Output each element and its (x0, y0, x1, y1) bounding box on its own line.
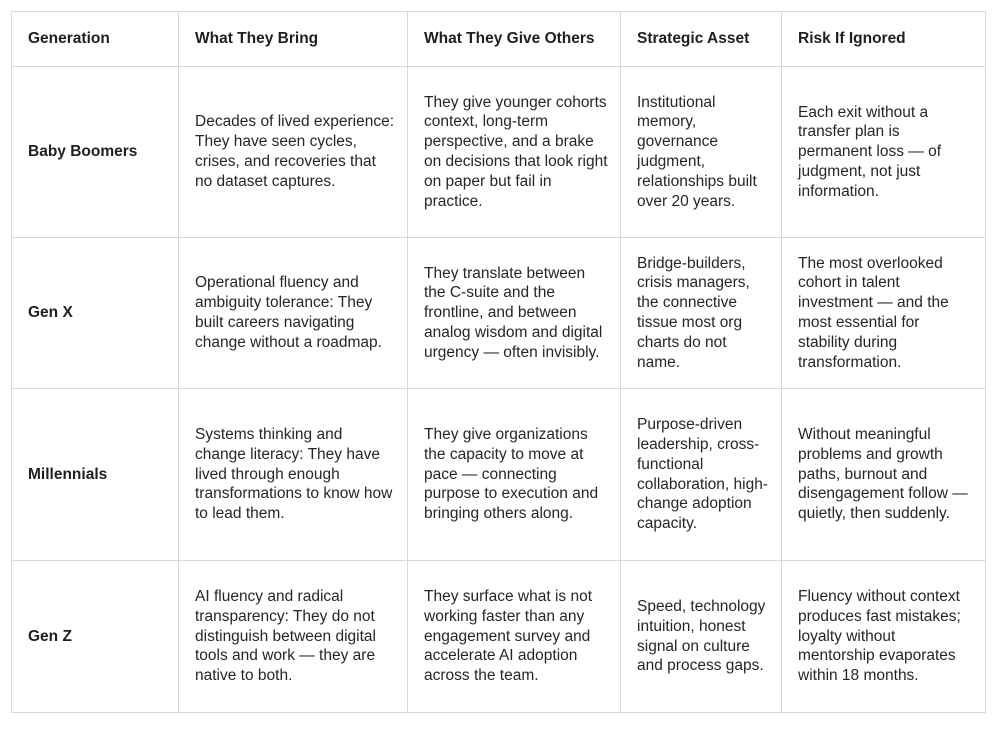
header-what-they-give-others: What They Give Others (408, 12, 621, 67)
bring-cell: Operational fluency and ambiguity tolerance: They built careers navigating change without a roadmap. (179, 238, 408, 389)
asset-cell: Purpose-driven leadership, cross-functional collaboration, high- change adoption capacity. (621, 389, 782, 561)
generation-cell: Gen Z (12, 561, 179, 713)
bring-cell: Systems thinking and change literacy: They have lived through enough transformations to know how to lead them. (179, 389, 408, 561)
table-row (12, 238, 986, 389)
header-strategic-asset: Strategic Asset (621, 12, 782, 67)
asset-cell: Speed, technology intuition, honest signal on culture and process gaps. (621, 561, 782, 713)
asset-cell: Institutional memory, governance judgment, relationships built over 20 years. (621, 67, 782, 238)
generation-cell: Baby Boomers (12, 67, 179, 238)
risk-cell: Without meaningful problems and growth paths, burnout and disengagement follow — quietly, then suddenly. (782, 389, 986, 561)
give-cell: They surface what is not working faster than any engagement survey and accelerate AI adoption across the team. (408, 561, 621, 713)
header-generation: Generation (12, 12, 179, 67)
asset-cell: Bridge-builders, crisis managers, the connective tissue most org charts do not name. (621, 238, 782, 389)
table-row (12, 67, 986, 238)
give-cell: They give organizations the capacity to move at pace — connecting purpose to execution and bringing others along. (408, 389, 621, 561)
bring-cell: Decades of lived experience: They have seen cycles, crises, and recoveries that no dataset captures. (179, 67, 408, 238)
table-header-row (12, 12, 986, 67)
give-cell: They translate between the C-suite and the frontline, and between analog wisdom and digital urgency — often invisibly. (408, 238, 621, 389)
header-what-they-bring: What They Bring (179, 12, 408, 67)
generation-cell: Millennials (12, 389, 179, 561)
table-row (12, 561, 986, 713)
give-cell: They give younger cohorts context, long-term perspective, and a brake on decisions that look right on paper but fail in practice. (408, 67, 621, 238)
generation-cell: Gen X (12, 238, 179, 389)
generations-table-container (11, 11, 986, 713)
risk-cell: Each exit without a transfer plan is permanent loss — of judgment, not just information. (782, 67, 986, 238)
risk-cell: The most overlooked cohort in talent investment — and the most essential for stability during transformation. (782, 238, 986, 389)
risk-cell: Fluency without context produces fast mistakes; loyalty without mentorship evaporates within 18 months. (782, 561, 986, 713)
bring-cell: AI fluency and radical transparency: They do not distinguish between digital tools and work — they are native to both. (179, 561, 408, 713)
generations-table (11, 11, 986, 713)
table-row (12, 389, 986, 561)
header-risk-if-ignored: Risk If Ignored (782, 12, 986, 67)
